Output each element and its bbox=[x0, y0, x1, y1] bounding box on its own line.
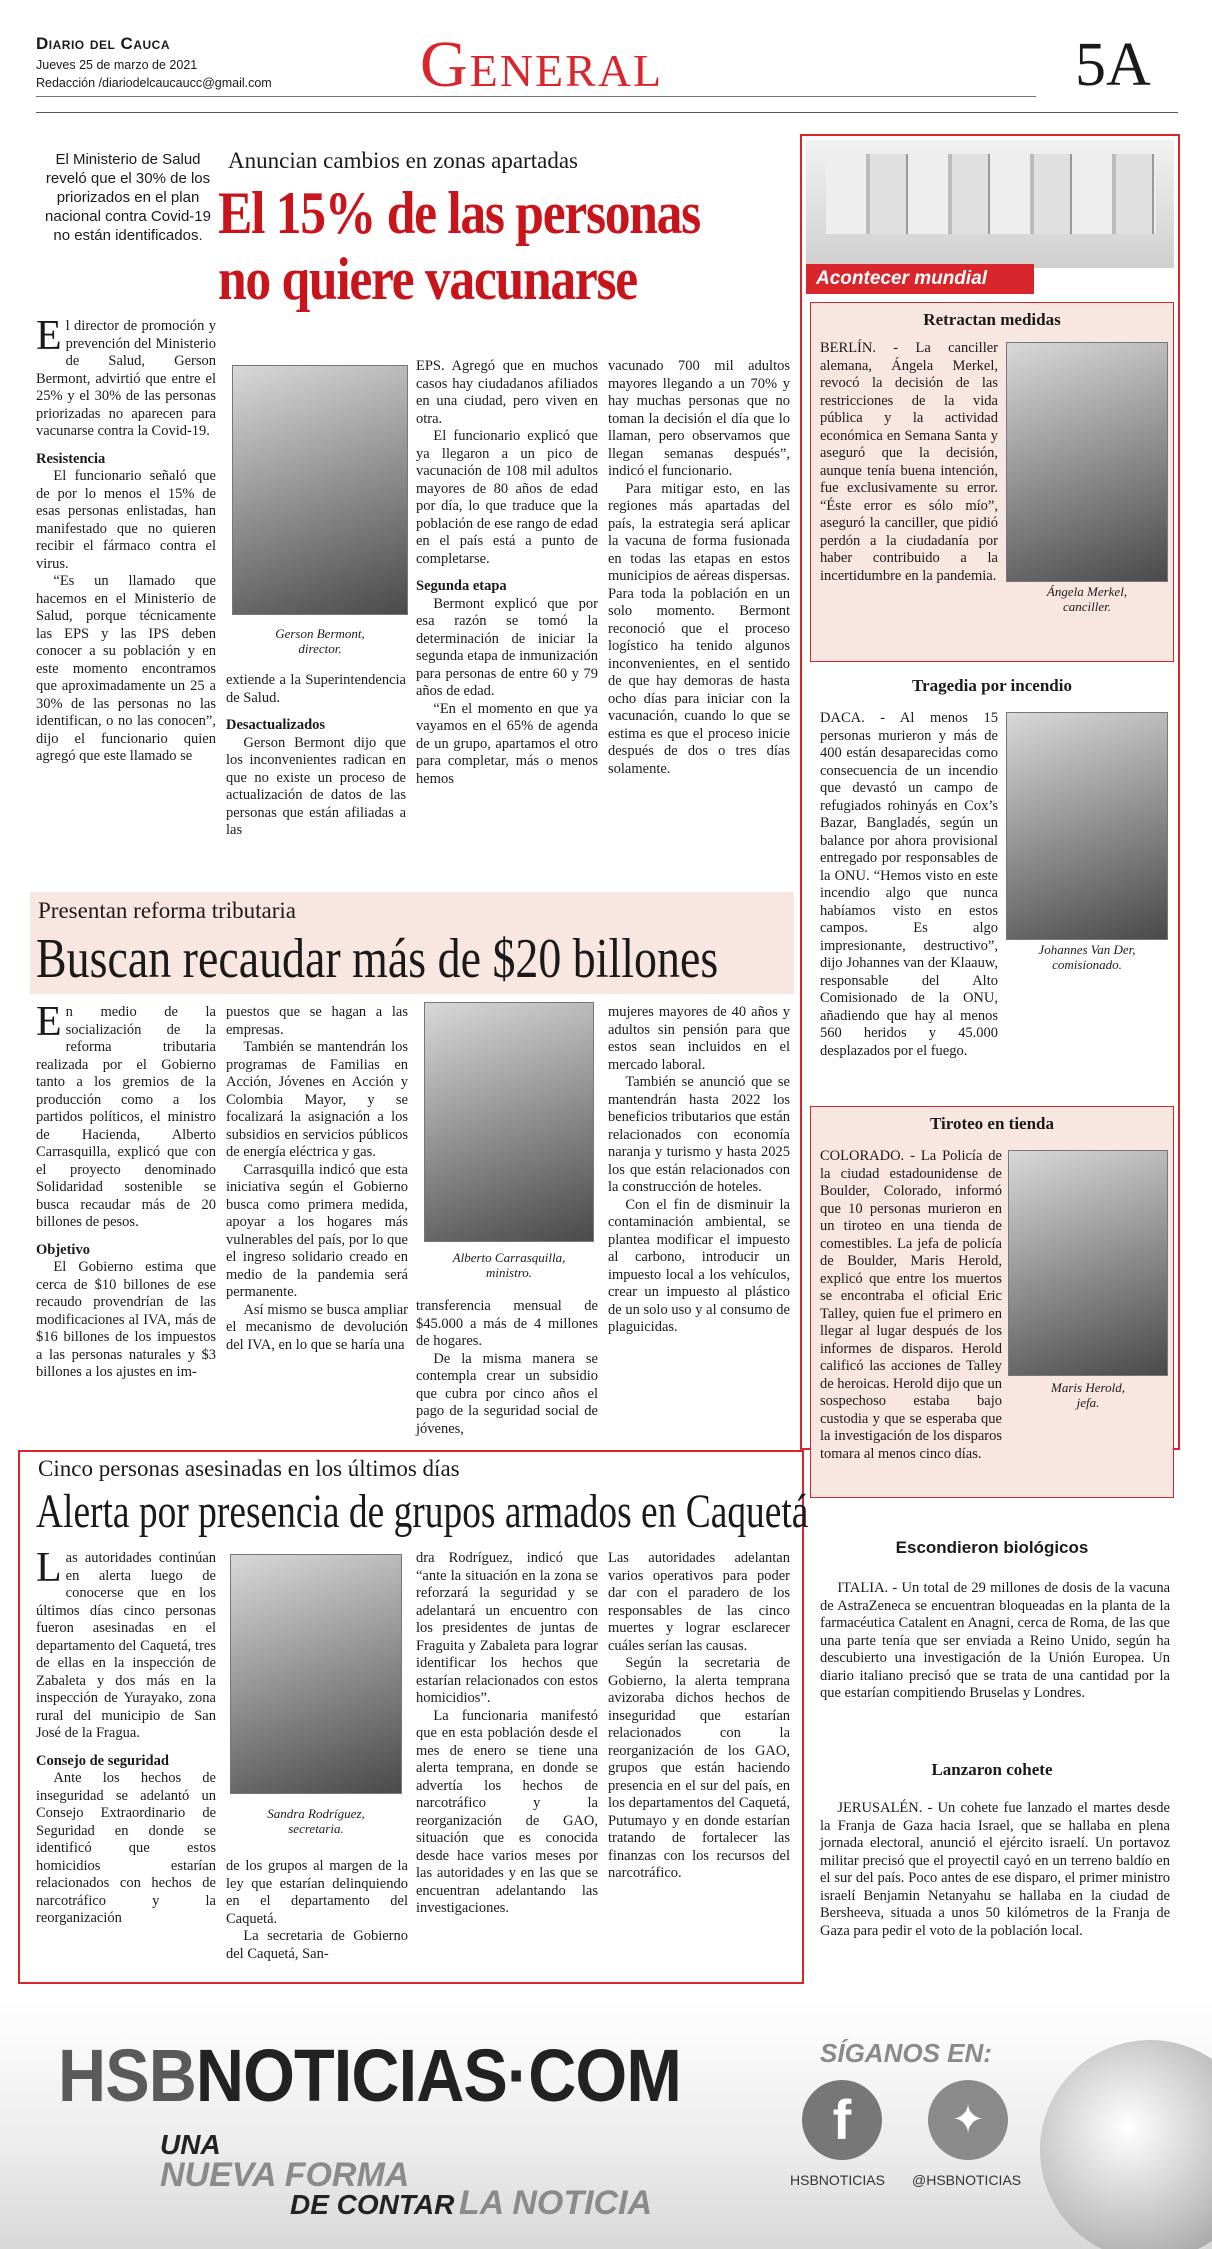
caption-role: comisionado. bbox=[1052, 957, 1122, 972]
brand-com: COM bbox=[528, 2034, 681, 2117]
subhead: Resistencia bbox=[36, 450, 106, 467]
story1-headline bbox=[218, 180, 717, 312]
paragraph: JERUSALÉN. - Un cohete fue lanzado el martes desde la Franja de Gaza hacia Israel, que se hallaba en plena jornada electoral, anunció el ejército israelí. Un portavoz militar precisó que el proyectil cayó en un terreno baldío en el sur del país. Poco antes de ese disparo, el primer ministro israelí Benjamin Netanyahu se hallaba en la ciudad de Bersheeva, situada a unos 50 kilómetros de la Franja de Gaza para pedir el voto de la población local. bbox=[820, 1800, 1170, 1939]
paragraph: COLORADO. - La Policía de la ciudad estadounidense de Boulder, Colorado, informó que 10 personas murieron en un tiroteo en una tienda de comestibles. La jefa de policía de Boulder, Maris Herold, explicó que entre los muertos se encontraba el oficial Eric Talley, quien fue el primero en llegar al lugar después de los informes de disparos. Herold calificó las acciones de Talley de heroicas. Herold dijo que un sospechoso estaba bajo custodia y que se esperaba que la investigación de los disparos tomara al menos cinco días. bbox=[820, 1148, 1003, 1462]
subhead: Segunda etapa bbox=[416, 578, 507, 594]
ad-tagline bbox=[160, 2129, 410, 2194]
paragraph: Carrasquilla indicó que esta iniciativa según el Gobierno busca como primera medida, apoyar a los hogares más vulnerables del país, por lo que el ingreso solidario creado en medio de la pandemia será permanente. bbox=[226, 1161, 408, 1300]
sidebar-item-text bbox=[820, 710, 1170, 1060]
paragraph: mujeres mayores de 40 años y adultos sin pensión para que estos sean incluidos en el mercado laboral. bbox=[608, 1004, 790, 1073]
paragraph: Así mismo se busca ampliar el mecanismo de devolución del IVA, en lo que se haría una bbox=[226, 1301, 408, 1353]
paragraph: Bermont explicó que por esa razón se tomó la determinación de iniciar la segunda etapa de inmunización para personas de entre 60 y 79 años de edad. bbox=[416, 595, 598, 699]
paragraph: l director de promoción y prevención del Ministerio de Salud, Gerson Bermont, advirtió que entre el 25% y el 30% de las personas priorizadas no aparecen para vacunarse contra la Covid-19. bbox=[36, 318, 216, 439]
story1-kicker: Anuncian cambios en zonas apartadas bbox=[228, 148, 578, 173]
sidebar-item-text bbox=[820, 1580, 1170, 1703]
subhead: Desactualizados bbox=[226, 717, 326, 733]
sidebar-item-title: Lanzaron cohete bbox=[931, 1760, 1053, 1779]
paragraph: “En el momento en que ya vayamos en el 65% de agenda de un grupo, apartamos el otro para completar, más o menos hemos bbox=[416, 700, 598, 787]
paragraph: De la misma manera se contempla crear un subsidio que cubra por cinco años el pago de la seguridad social de jóvenes, bbox=[416, 1350, 598, 1437]
paragraph: ITALIA. - Un total de 29 millones de dosis de la vacuna de AstraZeneca se encuentran bloqueadas en la planta de la farmacéutica Catalent en Anagni, cerca de Roma, de las que una parte tenía que ser enviada a Reino Unido, según ha descubierto una investigación de la Unión Europea. Un diario italiano precisó que se trata de una cantidad por la que estarían compitiendo Bruselas y Londres. bbox=[820, 1580, 1170, 1701]
story3-col3 bbox=[416, 1550, 598, 1918]
paragraph: transferencia mensual de $45.000 a más de 4 millones de hogares. bbox=[416, 1298, 598, 1349]
story2-kicker: Presentan reforma tributaria bbox=[38, 898, 296, 923]
sidebar-item-title: Tiroteo en tienda bbox=[929, 1114, 1055, 1133]
story2-headline: Buscan recaudar más de $20 billones bbox=[36, 928, 719, 990]
caption-role: secretaria. bbox=[288, 1821, 344, 1836]
tagline-line4: LA NOTICIA bbox=[458, 2184, 653, 2222]
story1-col1 bbox=[36, 313, 216, 766]
photo-caption bbox=[1006, 584, 1168, 614]
paragraph: puestos que se hagan a las empresas. bbox=[226, 1004, 408, 1038]
sidebar-item-title: Tragedia por incendio bbox=[912, 676, 1072, 695]
paragraph: Gerson Bermont dijo que los inconvenientes radican en que no existe un proceso de actualización de datos de las personas que están afiliadas a las bbox=[226, 734, 406, 838]
facebook-icon[interactable]: f bbox=[802, 2080, 882, 2160]
photo-gerson-bermont bbox=[232, 365, 408, 615]
sidebar-banner-image bbox=[806, 140, 1174, 268]
paragraph: “Es un llamado que hacemos en el Ministerio de Salud, porque técnicamente las EPS y las IPS deben conocer a su población y en este momento encontramos que aproximadamente un 25 a 30% de las personas no las identifican, o no las conocen”, dijo el funcionario quien agregó que este llamado se bbox=[36, 573, 216, 764]
ad-banner bbox=[0, 2000, 1212, 2249]
sidebar-banner: Acontecer mundial bbox=[806, 264, 1034, 294]
twitter-handle[interactable]: @HSBNOTICIAS bbox=[912, 2172, 1022, 2188]
masthead bbox=[0, 0, 1212, 125]
caption-name: Maris Herold, bbox=[1051, 1380, 1125, 1395]
paragraph: Con el fin de disminuir la contaminación ambiental, se plantea modificar el impuesto al carbono, introducir un impuesto local a los vehículos, crear un impuesto al plástico de un solo uso y al consumo de plaguicidas. bbox=[608, 1196, 790, 1335]
brand-hsb: HSB bbox=[58, 2034, 196, 2117]
paragraph: También se anunció que se mantendrán hasta 2022 los beneficios tributarios que están relacionados con economía naranja y turismo y hasta 2025 los que están relacionados con la construcción de hoteles. bbox=[608, 1074, 790, 1195]
subhead: Consejo de seguridad bbox=[36, 1752, 169, 1769]
paragraph: vacunado 700 mil adultos mayores llegando a un 70% y hay muchas personas que no toman la decisión el día que lo llaman, pero observamos que llegan semanas después”, indicó el funcionario. bbox=[608, 358, 790, 479]
paragraph: El Gobierno estima que cerca de $10 billones de ese recaudo provendrían de las modificaciones al IVA, más de $16 billones de los impuestos a las personas naturales y $3 billones a los ajustes en im- bbox=[36, 1259, 216, 1380]
masthead-rule bbox=[36, 112, 1178, 113]
paragraph: La funcionaria manifestó que en esta población desde el mes de enero se tiene una alerta temprana, en donde se advertía los hechos de narcotráfico y la reorganización de GAO, situación que es conocida desde hace varios meses por las autoridades y en las que se encuentran adelantando las investigaciones. bbox=[416, 1707, 598, 1916]
paragraph: EPS. Agregó que en muchos casos hay ciudadanos afiliados en una ciudad, pero viven en otra. bbox=[416, 358, 598, 427]
story1-headline-line1: El 15% de las personas bbox=[218, 180, 700, 246]
paragraph: de los grupos al margen de la ley que estarían delinquiendo en el departamento del Caquetá. bbox=[226, 1858, 408, 1927]
caption-name: Alberto Carrasquilla, bbox=[452, 1250, 566, 1265]
paragraph: extiende a la Superintendencia de Salud. bbox=[226, 672, 406, 706]
caption-name: Gerson Bermont, bbox=[275, 626, 365, 641]
story2-col2 bbox=[226, 1004, 408, 1354]
paragraph: BERLÍN. - La canciller alemana, Ángela Merkel, revocó la decisión de las restricciones de la vida pública y la actividad económica en Semana Santa y aseguró que la decisión, aunque tenía buena intención, fue exclusivamente su error. “Éste error es sólo mío”, aseguró la canciller, que pidió perdón a la ciudadanía por haber contribuido a la incertidumbre en la pandemia. bbox=[820, 340, 998, 584]
photo-caption bbox=[240, 626, 400, 656]
photo-sandra-rodriguez bbox=[230, 1554, 402, 1794]
story2-col3 bbox=[416, 1298, 598, 1438]
photo-alberto-carrasquilla bbox=[424, 1002, 594, 1242]
tagline-line2: NUEVA FORMA bbox=[160, 2156, 410, 2194]
ad-tagline-end bbox=[290, 2184, 652, 2223]
dropcap: E bbox=[36, 999, 62, 1045]
section-title: General bbox=[420, 28, 664, 101]
paragraph: Para mitigar esto, en las regiones más apartadas del país, la estrategia será aplicar la vacuna de forma fusionada en todas las etapas en estos municipios de aéreas dispersas. Para toda la población en un solo momento. Bermont reconoció que el proceso logístico ha tenido algunos inconvenientes, en el sentido de que hay demoras de hasta ocho días para iniciar con la vacunación, cuando lo que se estima es que el proceso inicie después de dos o tres días solamente. bbox=[608, 480, 791, 777]
story3-col1 bbox=[36, 1545, 216, 1928]
caption-role: ministro. bbox=[485, 1265, 533, 1280]
newspaper-stack-graphic bbox=[826, 154, 1156, 234]
globe-graphic bbox=[1040, 2040, 1212, 2249]
paragraph: Según la secretaria de Gobierno, la alerta temprana avizoraba dichos hechos de inseguridad que estarían relacionados con la reorganización de los GAO, grupos que están haciendo presencia en el sur del país, en los departamentos del Caquetá, Putumayo y en donde estarían tratando de fortalecer las finanzas con los recursos del narcotráfico. bbox=[608, 1655, 790, 1881]
paragraph: El funcionario señaló que de por lo menos el 15% de esas personas enlistadas, han manifestado que no quieren recibir el fármaco contra el virus. bbox=[36, 468, 216, 572]
tagline-line3: DE CONTAR bbox=[290, 2189, 455, 2220]
brand-dot: · bbox=[506, 2034, 529, 2117]
paragraph: as autoridades continúan en alerta luego de conocerse que en los últimos días cinco personas fueron asesinadas en el departamento del Caquetá, tres de ellas en la inspección de Zabaleta y dos más en la inspección de Yurayako, zona rural del municipio de San José de la Fragua. bbox=[36, 1550, 216, 1741]
page-number: 5A bbox=[1075, 31, 1151, 99]
story3-col4 bbox=[608, 1550, 790, 1883]
sidebar-item-text bbox=[820, 1148, 1170, 1463]
section-divider-line bbox=[36, 96, 1036, 97]
paragraph: n medio de la socialización de la reforma tributaria realizada por el Gobierno tanto a los gremios de la producción como a los partidos políticos, el ministro de Hacienda, Alberto Carrasquilla, explicó que con el proyecto denominado Solidaridad sostenible se busca recaudar más de 20 billones de pesos. bbox=[36, 1004, 216, 1230]
tagline-line1: UNA bbox=[160, 2129, 221, 2160]
sidebar-item-title: Escondieron biológicos bbox=[895, 1538, 1089, 1557]
sidebar-item-text bbox=[820, 1800, 1170, 1940]
caption-name: Ángela Merkel, bbox=[1046, 584, 1128, 599]
caption-role: jefa. bbox=[1076, 1395, 1100, 1410]
story1-col2 bbox=[226, 672, 406, 840]
ad-brand bbox=[58, 2036, 681, 2116]
dropcap: L bbox=[36, 1545, 62, 1591]
caption-role: canciller. bbox=[1062, 599, 1111, 614]
paragraph: dra Rodríguez, indicó que “ante la situación en la zona se reforzará la seguridad y se adelantará un encuentro con los presidentes de juntas de Fraguita y Zabaleta para lograr identificar los hechos que estarían relacionados con estos homicidios”. bbox=[416, 1550, 598, 1706]
story3-headline: Alerta por presencia de grupos armados en Caquetá bbox=[36, 1485, 809, 1538]
twitter-icon[interactable]: ✦ bbox=[928, 2080, 1008, 2160]
sidebar-item-text bbox=[820, 340, 1170, 585]
caption-name: Johannes Van Der, bbox=[1038, 942, 1136, 957]
story1-col3 bbox=[416, 358, 598, 788]
paragraph: También se mantendrán los programas de Familias en Acción, Jóvenes en Acción y Colombia Mayor, y se focalizará la asignación a los subsidios en servicios públicos de energía eléctrica y gas. bbox=[226, 1039, 408, 1160]
paper-name: Diario del Cauca bbox=[36, 34, 170, 53]
facebook-handle[interactable]: HSBNOTICIAS bbox=[790, 2172, 885, 2188]
ad-follow-label: SÍGANOS EN: bbox=[820, 2038, 992, 2068]
photo-caption bbox=[230, 1806, 402, 1836]
paragraph: Las autoridades adelantan varios operativos para poder dar con el paradero de los responsables de las cinco muertes y lograr esclarecer cuáles serían las causas. bbox=[608, 1550, 790, 1654]
paragraph: Ante los hechos de inseguridad se adelantó un Consejo Extraordinario de Seguridad en donde se identificó que estos homicidios estarían relacionados con hechos de narcotráfico y la reorganización bbox=[36, 1770, 216, 1926]
dropcap: E bbox=[36, 313, 62, 359]
paragraph: La secretaria de Gobierno del Caquetá, San- bbox=[226, 1928, 408, 1962]
story2-col4 bbox=[608, 1004, 790, 1337]
left-note: El Ministerio de Salud reveló que el 30% de los priorizados en el plan nacional contra Covid-19 no están identificados. bbox=[45, 151, 211, 244]
paragraph: El funcionario explicó que ya llegaron a un pico de vacunación de 108 mil adultos mayores de 80 años de edad por día, lo que traduce que la población de ese rango de edad en el país está a punto de completarse. bbox=[416, 428, 598, 567]
story2-col1 bbox=[36, 999, 216, 1382]
issue-date: Jueves 25 de marzo de 2021 bbox=[36, 58, 198, 72]
paragraph: DACA. - Al menos 15 personas murieron y más de 400 están desaparecidas como consecuencia de un incendio que devastó un campo de refugiados rohinyás en Cox’s Bazar, Bangladés, según un balance por ahora provisional entregado por responsables de la ONU. “Hemos visto en este incendio algo que nunca habíamos visto en estos campos. Es algo impresionante, destructivo”, dijo Johannes van der Klaauw, responsable del Alto Comisionado de la ONU, añadiendo que hay al menos 560 heridos y 45.000 desplazados por el fuego. bbox=[820, 710, 998, 1059]
photo-caption bbox=[424, 1250, 594, 1280]
story3-col2 bbox=[226, 1858, 408, 1963]
story1-col4 bbox=[608, 358, 790, 778]
sidebar-item-title: Retractan medidas bbox=[923, 310, 1061, 329]
caption-name: Sandra Rodríguez, bbox=[267, 1806, 365, 1821]
editorial-email: Redacción /diariodelcaucaucc@gmail.com bbox=[36, 76, 272, 90]
story3-kicker: Cinco personas asesinadas en los últimos días bbox=[38, 1456, 460, 1481]
caption-role: director. bbox=[298, 641, 342, 656]
story1-headline-line2: no quiere vacunarse bbox=[218, 246, 637, 312]
brand-noticias: NOTICIAS bbox=[195, 2034, 507, 2117]
subhead: Objetivo bbox=[36, 1241, 90, 1258]
